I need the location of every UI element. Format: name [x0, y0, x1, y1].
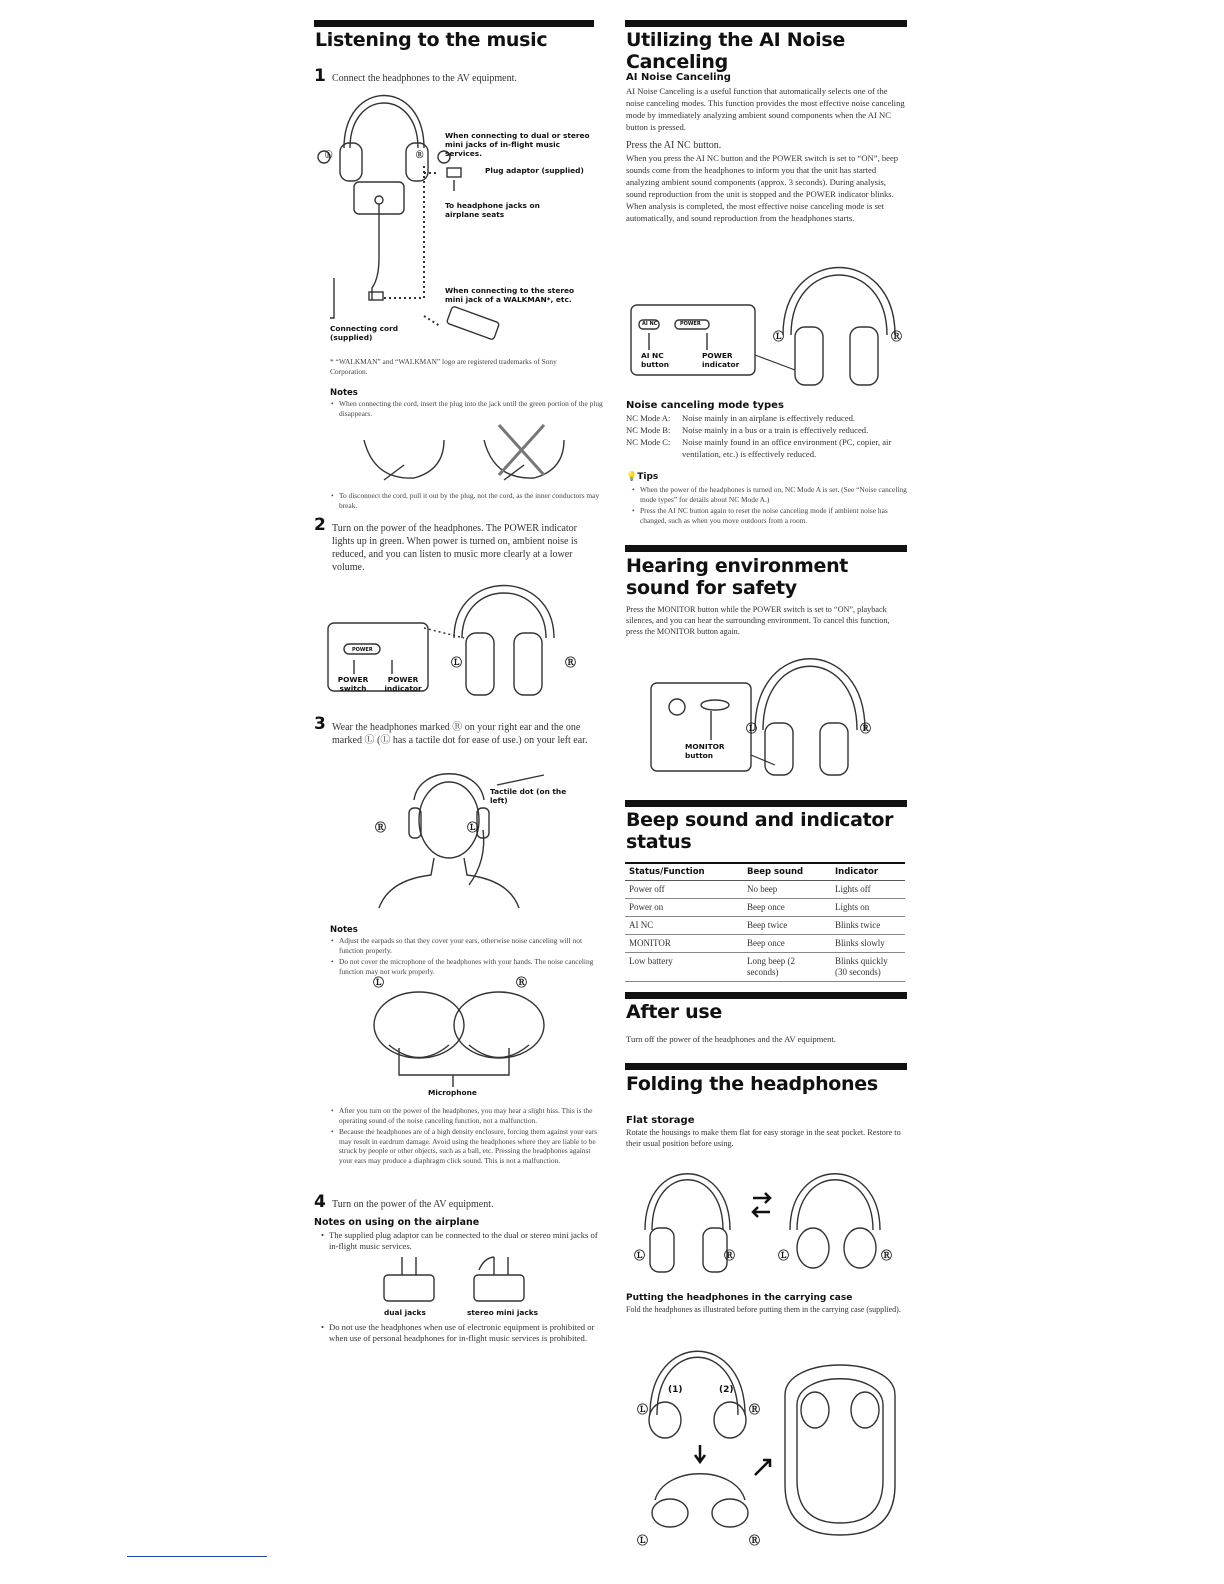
- tactile-dot-label: Tactile dot (on the left): [490, 787, 567, 805]
- table-cell: Lights on: [831, 899, 905, 917]
- table-row: [625, 899, 905, 917]
- step-number: 1: [314, 66, 326, 86]
- carrying-case-heading: Putting the headphones in the carrying case: [626, 1293, 853, 1303]
- carrying-case-text: Fold the headphones as illustrated before putting them in the carrying case (supplied).: [626, 1305, 901, 1314]
- note-item: • Because the headphones are of a high density enclosure, forcing them against your ears may result in eardrum damage. Avoid using the headphones where they are liable to be struck by people or other objects, such as a ball, etc. Pressing the headphones against your ears may produce a diaphragm click sound. This is not a malfunction.: [339, 1127, 603, 1165]
- fold-step-2: (2): [719, 1385, 734, 1395]
- table-cell: Power off: [625, 881, 743, 899]
- table-row: [625, 881, 905, 899]
- table-row: [625, 917, 905, 935]
- modes-heading: Noise canceling mode types: [626, 400, 784, 411]
- table-cell: Beep once: [743, 935, 831, 953]
- note-item: • The supplied plug adaptor can be connected to the dual or stereo mini jacks of in-flight music services.: [329, 1230, 601, 1252]
- left-ear-mark: Ⓛ: [467, 821, 478, 834]
- tips-heading: [626, 472, 658, 482]
- right-ear-mark: Ⓡ: [749, 1403, 760, 1416]
- column-header: Indicator: [831, 863, 905, 881]
- monitor-button-label: MONITOR button: [685, 742, 725, 760]
- table-cell: Beep once: [743, 899, 831, 917]
- table-row: [625, 953, 905, 982]
- right-ear-mark: Ⓡ: [565, 656, 576, 669]
- status-header-row: [625, 863, 905, 881]
- left-ear-mark: Ⓛ: [746, 722, 757, 735]
- right-ear-mark: Ⓡ: [416, 150, 424, 159]
- notes-heading: Notes: [330, 925, 358, 935]
- beep-title: Beep sound and indicator status: [626, 809, 894, 853]
- step3-text: Wear the headphones marked Ⓡ on your right ear and the one marked Ⓛ (Ⓛ has a tactile dot for ease of use.) on your left ear.: [332, 722, 588, 746]
- airplane-jacks-label: To headphone jacks on airplane seats: [445, 201, 540, 219]
- column-header: Status/Function: [625, 863, 743, 881]
- step4-text: Turn on the power of the AV equipment.: [332, 1199, 494, 1210]
- connecting-cord-label: Connecting cord (supplied): [330, 324, 399, 342]
- tip-item: • When the power of the headphones is turned on, NC Mode A is set. (See “Noise canceling mode types” for details about NC Mode A.): [640, 485, 916, 504]
- table-cell: MONITOR: [625, 935, 743, 953]
- left-ear-mark: Ⓛ: [373, 976, 384, 989]
- power-tag: POWER: [680, 321, 701, 327]
- mode-row: [626, 412, 908, 424]
- hearing-description: Press the MONITOR button while the POWER switch is set to “ON”, playback silences, and you can hear the surrounding environment. To cancel this function, press the MONITOR button again.: [626, 605, 890, 636]
- mode-row: [626, 436, 908, 460]
- ainc-tag: AI NC: [642, 321, 658, 327]
- trademark-footnote: * “WALKMAN” and “WALKMAN” logo are registered trademarks of Sony Corporation.: [330, 357, 557, 376]
- monitor-figure: [625, 645, 907, 775]
- tip-item: • Press the AI NC button again to reset the noise canceling mode if ambient noise has changed, such as when you move outdoors from a room.: [640, 506, 916, 525]
- section-bar: [625, 800, 907, 807]
- section-bar: [625, 545, 907, 552]
- notes-heading: Notes: [330, 388, 358, 398]
- step2-text: Turn on the power of the headphones. The POWER indicator lights up in green. When power is turned on, ambient noise is reduced, and you can listen to music more clearly at a lower volume.: [332, 523, 578, 573]
- left-ear-mark: Ⓛ: [778, 1249, 789, 1262]
- table-cell: Lights off: [831, 881, 905, 899]
- step-number: 2: [314, 515, 326, 535]
- ainc-button-label: AI NC button: [641, 351, 669, 369]
- plug-adaptor-figure: [374, 1255, 594, 1305]
- folding-title: Folding the headphones: [626, 1073, 878, 1095]
- mode-value: Noise mainly in a bus or a train is effectively reduced.: [682, 425, 869, 435]
- microphone-figure: [369, 990, 569, 1090]
- left-ear-mark: Ⓛ: [637, 1534, 648, 1547]
- ai-details: When you press the AI NC button and the POWER switch is set to “ON”, beep sounds come from the headphones to inform you that the unit has started analyzing ambient sound components (approx. 3 seconds). During analysis, sound reproduction from the unit is stopped and the POWER indicator blinks. When analysis is completed, the most effective noise canceling mode is set automatically, and sound reproduction from the headphones starts.: [626, 153, 899, 223]
- table-cell: Blinks slowly: [831, 935, 905, 953]
- tip-bulb-icon: 💡: [626, 472, 638, 482]
- table-cell: Power on: [625, 899, 743, 917]
- status-table: [625, 862, 905, 982]
- note-item: • Adjust the earpads so that they cover your ears, otherwise noise canceling will not function properly.: [339, 936, 603, 955]
- table-cell: Long beep (2 seconds): [743, 953, 831, 982]
- ai-subtitle: AI Noise Canceling: [626, 72, 731, 83]
- dual-jack-label: When connecting to dual or stereo mini jacks of in-flight music services.: [445, 131, 590, 158]
- mode-key: NC Mode B:: [626, 425, 671, 435]
- carrying-case-figure: [625, 1335, 907, 1545]
- footer-rule: [127, 1556, 267, 1557]
- section-bar: [625, 1063, 907, 1070]
- table-cell: Blinks quickly (30 seconds): [831, 953, 905, 982]
- listening-title: Listening to the music: [315, 29, 548, 51]
- mode-row: [626, 424, 908, 436]
- left-ear-mark: Ⓛ: [634, 1249, 645, 1262]
- note-item: • Do not cover the microphone of the headphones with your hands. The noise canceling function may not work properly.: [339, 957, 603, 976]
- hearing-title: Hearing environment sound for safety: [626, 555, 849, 599]
- right-ear-mark: Ⓡ: [881, 1249, 892, 1262]
- airplane-notes-heading: Notes on using on the airplane: [314, 1217, 480, 1228]
- after-use-text: Turn off the power of the headphones and the AV equipment.: [626, 1034, 836, 1044]
- tips-heading-text: Tips: [637, 472, 659, 482]
- left-ear-mark: Ⓛ: [637, 1403, 648, 1416]
- note-item: • When connecting the cord, insert the plug into the jack until the green portion of the plug disappears.: [339, 399, 603, 418]
- fold-step-2-number: 2: [723, 1385, 730, 1395]
- note-item: • Do not use the headphones when use of electronic equipment is prohibited or when use of personal headphones for in-flight music services is prohibited.: [329, 1322, 601, 1344]
- step-number: 4: [314, 1192, 326, 1212]
- column-header: Beep sound: [743, 863, 831, 881]
- step1-text: Connect the headphones to the AV equipment.: [332, 73, 517, 84]
- mode-value: Noise mainly in an airplane is effectively reduced.: [682, 413, 856, 423]
- plug-adaptor-label: Plug adaptor (supplied): [485, 166, 584, 175]
- left-ear-mark: Ⓛ: [773, 330, 784, 343]
- table-cell: Blinks twice: [831, 917, 905, 935]
- table-cell: No beep: [743, 881, 831, 899]
- flat-storage-figure: [625, 1160, 907, 1280]
- fold-step-1-number: 1: [672, 1385, 679, 1395]
- right-ear-mark: Ⓡ: [749, 1534, 760, 1547]
- left-ear-mark: Ⓛ: [451, 656, 462, 669]
- dual-jacks-label: dual jacks: [384, 1308, 426, 1317]
- table-cell: Beep twice: [743, 917, 831, 935]
- flat-storage-text: Rotate the housings to make them flat for easy storage in the seat pocket. Restore to their usual position before using.: [626, 1128, 901, 1148]
- ai-press-instruction: Press the AI NC button.: [626, 140, 722, 151]
- right-ear-mark: Ⓡ: [860, 722, 871, 735]
- table-cell: Low battery: [625, 953, 743, 982]
- table-cell: AI NC: [625, 917, 743, 935]
- notes-list: [330, 399, 603, 420]
- note-item: • To disconnect the cord, pull it out by the plug, not the cord, as the inner conductors may break.: [339, 491, 603, 510]
- after-use-title: After use: [626, 1001, 722, 1023]
- power-tag: POWER: [352, 647, 373, 653]
- walkman-label: When connecting to the stereo mini jack of a WALKMAN*, etc.: [445, 286, 575, 304]
- section-bar: [625, 992, 907, 999]
- mode-value: Noise mainly found in an office environment (PC, copier, air ventilation, etc.) is effectively reduced.: [682, 437, 892, 459]
- power-indicator-label: POWER indicator: [702, 351, 740, 369]
- plug-insertion-figure: [354, 420, 594, 490]
- microphone-label: Microphone: [428, 1088, 477, 1097]
- section-bar: [625, 20, 907, 27]
- mode-key: NC Mode A:: [626, 413, 671, 423]
- step-number: 3: [314, 714, 326, 734]
- power-switch-label: POWER switch: [337, 675, 369, 693]
- ai-title: Utilizing the AI Noise Canceling: [626, 29, 845, 73]
- stereo-jacks-label: stereo mini jacks: [467, 1308, 539, 1317]
- flat-storage-heading: Flat storage: [626, 1115, 695, 1126]
- ai-description: AI Noise Canceling is a useful function that automatically selects one of the noise canceling modes. This function provides the most effective noise canceling mode by immediately analyzing ambient sound components when the AI NC button is pressed.: [626, 86, 905, 132]
- mode-key: NC Mode C:: [626, 437, 671, 447]
- section-bar: [314, 20, 594, 27]
- power-indicator-label: POWER indicator: [384, 675, 422, 693]
- right-ear-mark: Ⓡ: [724, 1249, 735, 1262]
- fold-step-1: (1): [668, 1385, 683, 1395]
- right-ear-mark: Ⓡ: [375, 821, 386, 834]
- right-ear-mark: Ⓡ: [516, 976, 527, 989]
- table-row: [625, 935, 905, 953]
- right-ear-mark: Ⓡ: [891, 330, 902, 343]
- note-item: • After you turn on the power of the headphones, you may hear a slight hiss. This is the operating sound of the noise canceling function, not a malfunction.: [339, 1106, 603, 1125]
- modes-list: [626, 412, 908, 460]
- left-ear-mark: Ⓛ: [325, 150, 333, 159]
